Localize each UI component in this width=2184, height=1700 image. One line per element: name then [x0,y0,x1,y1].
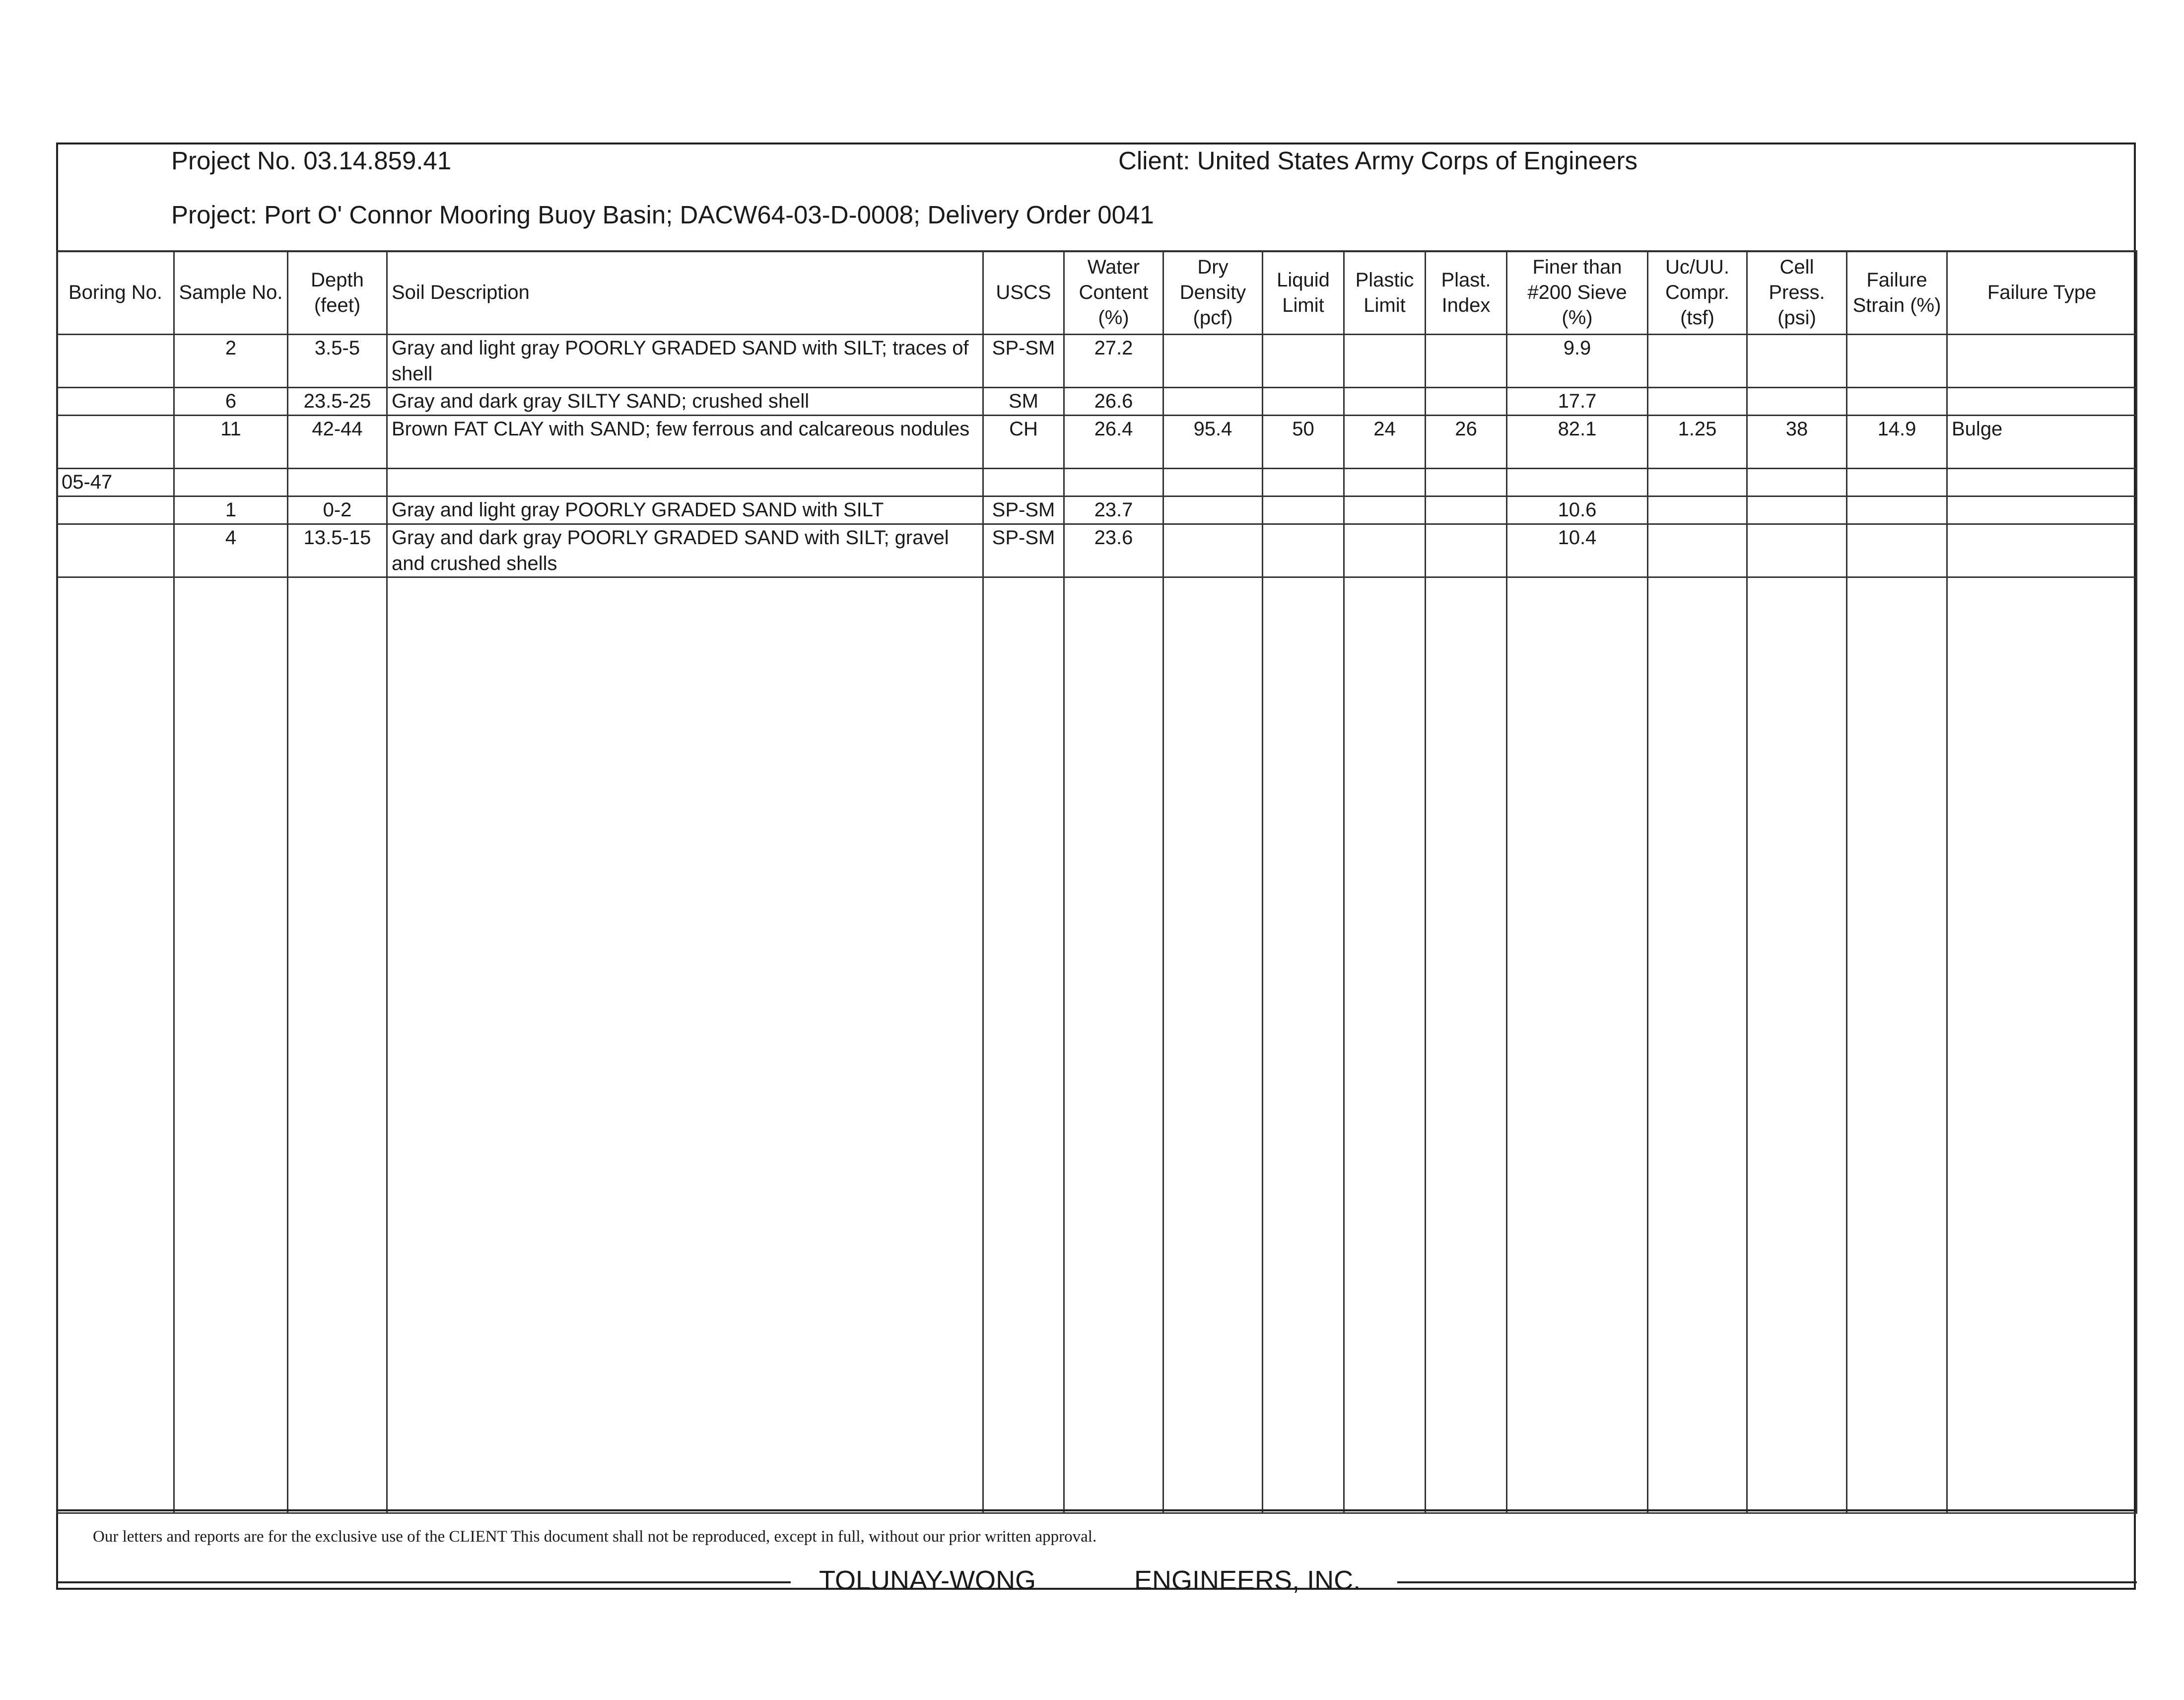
table-cell: 17.7 [1507,388,1648,416]
table-cell: 1 [174,496,288,524]
empty-cell [288,577,387,1513]
column-header: Dry Density (pcf) [1163,251,1263,335]
table-cell: 42-44 [288,416,387,469]
empty-cell [1426,577,1507,1513]
table-cell [1426,469,1507,496]
table-cell [1426,388,1507,416]
empty-cell [1064,577,1163,1513]
footer-divider [56,1509,2136,1511]
table-cell: 6 [174,388,288,416]
table-row [57,416,2137,469]
table-row [57,335,2137,388]
table-cell [57,524,174,577]
empty-cell [983,577,1064,1513]
table-cell: 26 [1426,416,1507,469]
company-name-part-1: TOLUNAY-WONG [819,1565,1036,1595]
empty-cell [387,577,983,1513]
table-cell: 23.7 [1064,496,1163,524]
table-cell: 13.5-15 [288,524,387,577]
table-cell: Gray and light gray POORLY GRADED SAND with SILT; traces of shell [387,335,983,388]
table-cell: 38 [1747,416,1847,469]
column-header: Liquid Limit [1263,251,1344,335]
company-name-part-2: ENGINEERS, INC. [1134,1565,1361,1595]
signature-rule-left [56,1581,791,1583]
table-cell: Brown FAT CLAY with SAND; few ferrous and calcareous nodules [387,416,983,469]
table-cell [1344,388,1426,416]
column-header: Water Content (%) [1064,251,1163,335]
column-header: Plast. Index [1426,251,1507,335]
empty-filler-row [57,577,2137,1513]
table-cell [1947,524,2137,577]
column-header: Uc/UU. Compr. (tsf) [1648,251,1747,335]
table-cell [1163,524,1263,577]
table-cell [1648,496,1747,524]
table-cell [57,335,174,388]
table-cell [1263,469,1344,496]
table-cell [1747,335,1847,388]
table-cell [1947,388,2137,416]
table-cell [1648,335,1747,388]
table-cell [1847,469,1947,496]
empty-cell [1507,577,1648,1513]
column-header: Plastic Limit [1344,251,1426,335]
table-cell: Gray and light gray POORLY GRADED SAND with SILT [387,496,983,524]
empty-cell [1344,577,1426,1513]
table-cell: 23.5-25 [288,388,387,416]
table-cell: 95.4 [1163,416,1263,469]
table-cell: 26.6 [1064,388,1163,416]
empty-cell [1263,577,1344,1513]
table-cell [1847,524,1947,577]
table-cell [1747,524,1847,577]
column-header: Sample No. [174,251,288,335]
column-header: USCS [983,251,1064,335]
table-cell: Bulge [1947,416,2137,469]
table-cell: CH [983,416,1064,469]
column-header: Boring No. [57,251,174,335]
table-cell: 26.4 [1064,416,1163,469]
table-cell: 10.6 [1507,496,1648,524]
table-row [57,496,2137,524]
table-cell: Gray and dark gray SILTY SAND; crushed shell [387,388,983,416]
empty-cell [1847,577,1947,1513]
signature-rule-right [1397,1581,2137,1583]
table-cell: 4 [174,524,288,577]
table-cell [1163,469,1263,496]
table-cell [1263,496,1344,524]
table-cell [1947,496,2137,524]
table-body [57,335,2137,1513]
column-header: Cell Press. (psi) [1747,251,1847,335]
project-title: Project: Port O' Connor Mooring Buoy Basin; DACW64-03-D-0008; Delivery Order 0041 [171,201,1154,229]
table-cell: 11 [174,416,288,469]
column-header: Finer than #200 Sieve (%) [1507,251,1648,335]
column-header: Failure Strain (%) [1847,251,1947,335]
table-cell: 50 [1263,416,1344,469]
empty-cell [1947,577,2137,1513]
table-cell [1263,524,1344,577]
table-cell: 2 [174,335,288,388]
table-cell [1426,335,1507,388]
table-cell: 1.25 [1648,416,1747,469]
table-cell: 23.6 [1064,524,1163,577]
table-cell [1847,496,1947,524]
table-cell [1344,496,1426,524]
table-cell [1263,335,1344,388]
table-cell [1344,469,1426,496]
table-cell: 24 [1344,416,1426,469]
table-cell: Gray and dark gray POORLY GRADED SAND with SILT; gravel and crushed shells [387,524,983,577]
table-cell: SM [983,388,1064,416]
table-cell [1426,524,1507,577]
table-cell: 82.1 [1507,416,1648,469]
table-cell: 14.9 [1847,416,1947,469]
table-cell [1263,388,1344,416]
table-row [57,524,2137,577]
table-cell: SP-SM [983,524,1064,577]
lab-results-table [56,250,2137,1514]
table-cell [1426,496,1507,524]
table-cell [1847,388,1947,416]
empty-cell [174,577,288,1513]
table-cell [1344,524,1426,577]
column-header: Soil Description [387,251,983,335]
table-cell [1847,335,1947,388]
table-cell: SP-SM [983,496,1064,524]
table-cell [1747,496,1847,524]
table-cell [1947,335,2137,388]
empty-cell [1163,577,1263,1513]
disclaimer-text: Our letters and reports are for the exclusive use of the CLIENT This document shall not be reproduced, except in full, without our prior written approval. [93,1528,1097,1546]
table-cell [1163,335,1263,388]
table-cell [1947,469,2137,496]
column-header: Failure Type [1947,251,2137,335]
table-cell: 05-47 [57,469,174,496]
table-cell [57,388,174,416]
table-cell: 0-2 [288,496,387,524]
column-header: Depth (feet) [288,251,387,335]
table-cell: 9.9 [1507,335,1648,388]
table-cell [1344,335,1426,388]
empty-cell [57,577,174,1513]
table-cell: 10.4 [1507,524,1648,577]
empty-cell [1648,577,1747,1513]
table-cell [1163,496,1263,524]
table-cell [174,469,288,496]
table-row [57,388,2137,416]
table-cell [1648,524,1747,577]
table-cell [1064,469,1163,496]
table-cell [57,416,174,469]
table-cell [1747,388,1847,416]
table-cell: SP-SM [983,335,1064,388]
table-cell [387,469,983,496]
table-cell [983,469,1064,496]
table-cell [1163,388,1263,416]
table-cell [1648,388,1747,416]
empty-cell [1747,577,1847,1513]
table-cell [1507,469,1648,496]
table-cell [57,496,174,524]
table-row [57,469,2137,496]
table-cell: 27.2 [1064,335,1163,388]
table-header [57,251,2137,335]
client-name: Client: United States Army Corps of Engineers [1118,146,1638,175]
table-cell [288,469,387,496]
table-cell [1747,469,1847,496]
table-cell: 3.5-5 [288,335,387,388]
table-cell [1648,469,1747,496]
project-number: Project No. 03.14.859.41 [171,146,452,175]
